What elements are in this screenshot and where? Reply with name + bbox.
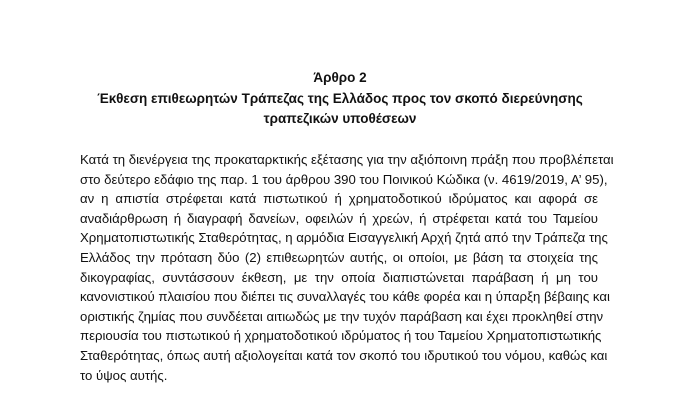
- article-body: [80, 150, 614, 385]
- body-line: Ελλάδος την πρόταση δύο (2) επιθεωρητών αυτής, οι οποίοι, με βάση τα στοιχεία της: [80, 249, 598, 265]
- body-line: αναδιάρθρωση ή διαγραφή δανείων, οφειλών ή χρεών, ή στρέφεται κατά του Ταμείου: [80, 210, 598, 226]
- body-line: κανονιστικού πλαισίου που διέπει τις συναλλαγές του κάθε φορέα και η ύπαρξη βέβαιης και: [80, 289, 610, 305]
- body-line: Χρηματοπιστωτικής Σταθερότητας, η αρμόδια Εισαγγελική Αρχή ζητά από την Τράπεζα της: [80, 230, 608, 246]
- body-line: στο δεύτερο εδάφιο της παρ. 1 του άρθρου 390 του Ποινικού Κώδικα (ν. 4619/2019, Α’ 95),: [80, 171, 608, 187]
- body-line: οριστικής ζημίας που συνδέεται αιτιωδώς με την τυχόν παράβαση και έχει προκληθεί στην: [80, 308, 604, 324]
- article-number: Άρθρο 2: [313, 70, 367, 85]
- body-line: Κατά τη διενέργεια της προκαταρκτικής εξέτασης για την αξιόποινη πράξη που προβλέπεται: [80, 152, 614, 167]
- body-line: περιουσία του πιστωτικού ή χρηματοδοτικού ιδρύματος ή του Ταμείου Χρηματοπιστωτικής: [80, 328, 602, 344]
- body-line: δικογραφίας, συντάσσουν έκθεση, με την οποία διαπιστώνεται παράβαση ή μη του: [80, 269, 598, 285]
- body-line: Σταθερότητας, όπως αυτή αξιολογείται κατά τον σκοπό του ιδρυτικού του νόμου, καθώς και: [80, 347, 608, 363]
- body-line: το ύψος αυτής.: [80, 367, 168, 383]
- article-title: Έκθεση επιθεωρητών Τράπεζας της Ελλάδος προς τον σκοπό διερεύνησης τραπεζικών υποθέσεων: [97, 91, 583, 126]
- body-line: αν η απιστία στρέφεται κατά πιστωτικού ή χρηματοδοτικού ιδρύματος και αφορά σε: [80, 191, 598, 207]
